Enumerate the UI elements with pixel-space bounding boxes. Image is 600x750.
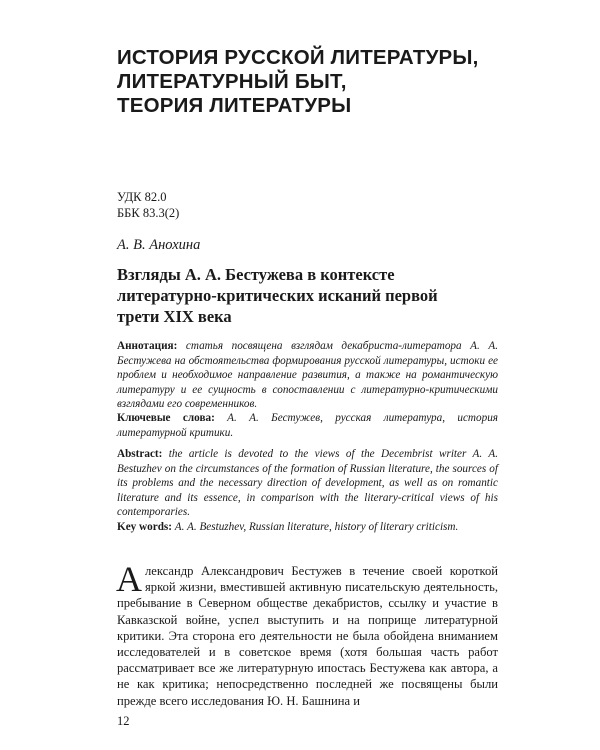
author-name: А. В. Анохина <box>117 237 201 253</box>
section-heading-line: ЛИТЕРАТУРНЫЙ БЫТ, <box>117 70 347 93</box>
article-title-line: трети XIX века <box>117 307 232 326</box>
keywords-en-label: Key words: <box>117 521 172 533</box>
body-paragraph <box>116 559 498 709</box>
keywords-en-text: A. A. Bestuzhev, Russian literature, history of literary criticism. <box>174 521 459 533</box>
keywords-ru-text: А. А. Бестужев, русская литература, история литературной критики. <box>117 412 498 439</box>
bbk-code: ББК 83.3(2) <box>117 206 180 220</box>
section-heading-line: ИСТОРИЯ РУССКОЙ ЛИТЕРАТУРЫ, <box>117 46 479 69</box>
annotation-ru <box>117 339 498 412</box>
section-heading-line: ТЕОРИЯ ЛИТЕРАТУРЫ <box>117 94 352 117</box>
drop-cap: А <box>116 559 142 599</box>
page-number: 12 <box>117 714 130 728</box>
abstract-en <box>117 447 498 520</box>
abstract-en-label: Abstract: <box>117 448 163 460</box>
keywords-en <box>117 520 498 535</box>
body-paragraph-text: лександр Александрович Бестужев в течение своей короткой яркой жизни, вместившей активную писательскую деятельность, пребывание в Северном обществе декабристов, ссылку и участие в Кавказской войне, успел выступить и на поприще литературной критики. Эта сторона его деятельности не была обойдена вниманием исследователей и в советское время (хотя большая часть работ рассматривает все же литературную ипостась Бестужева как автора, а не как критика; непосредственно последней же посвящены были прежде всего исследования Ю. Н. Башнина и <box>117 564 498 708</box>
annotation-label: Аннотация: <box>117 340 178 352</box>
annotation-text: статья посвящена взглядам декабриста-литератора А. А. Бестужева на обстоятельства формирования русской литературы, истоки ее проблем и необходимое направление развития, а также на романтическую литературу и ее сущность в сопоставлении с литературно-критическими взглядами его современников. <box>117 340 498 410</box>
abstract-en-text: the article is devoted to the views of the Decembrist writer A. A. Bestuzhev on the circumstances of the formation of Russian literature, the sources of its problems and the necessary direction of development, as well as on romantic literature and its essence, in comparison with the literary-critical views of his contemporaries. <box>117 448 499 518</box>
keywords-ru-label: Ключевые слова: <box>117 412 215 424</box>
article-title <box>117 264 497 327</box>
section-heading <box>117 46 537 118</box>
keywords-ru <box>117 411 498 440</box>
classification-codes <box>117 189 179 221</box>
udk-code: УДК 82.0 <box>117 190 167 204</box>
article-title-line: литературно-критических исканий первой <box>117 286 438 305</box>
article-title-line: Взгляды А. А. Бестужева в контексте <box>117 265 395 284</box>
